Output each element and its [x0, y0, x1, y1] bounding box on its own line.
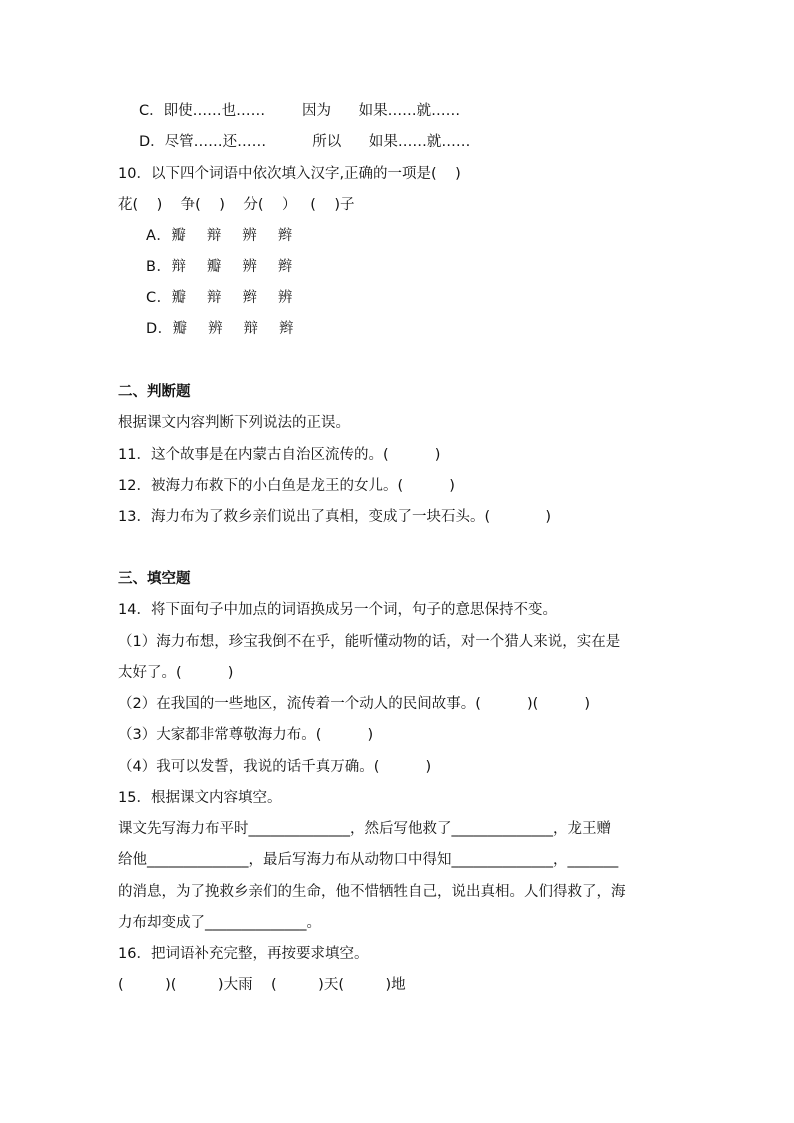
q16-line: ( )( )大雨 ( )天( )地 — [118, 977, 406, 993]
section3-title: 三、填空题 — [118, 571, 191, 587]
section2-title: 二、判断题 — [118, 384, 191, 400]
section2-instruction: 根据课文内容判断下列说法的正误。 — [118, 415, 350, 431]
q14-item-1-cont: 太好了。( ) — [118, 665, 234, 681]
q10-option-b: B．辩 瓣 辨 辫 — [146, 259, 293, 275]
q9-option-c: C．即使……也…… 因为 如果……就…… — [139, 103, 461, 119]
q15-line-3: 的消息，为了挽救乡亲们的生命，他不惜牺牲自己，说出真相。人们得救了，海 — [118, 884, 626, 900]
q10-prompt: 花( ) 争( ) 分( ） ( )子 — [118, 197, 355, 213]
q14-stem: 14．将下面句子中加点的词语换成另一个词，句子的意思保持不变。 — [118, 602, 557, 618]
q10-stem: 10．以下四个词语中依次填入汉字,正确的一项是( ) — [118, 166, 461, 182]
q10-option-d: D．瓣 辨 辩 辫 — [146, 321, 294, 337]
q12: 12．被海力布救下的小白鱼是龙王的女儿。( ) — [118, 478, 455, 494]
q14-item-4: （4）我可以发誓，我说的话千真万确。( ) — [118, 759, 432, 775]
q9-option-d: D．尽管……还…… 所以 如果……就…… — [139, 134, 471, 150]
q14-item-2: （2）在我国的一些地区，流传着一个动人的民间故事。( )( ) — [118, 696, 591, 712]
q15-stem: 15．根据课文内容填空。 — [118, 790, 282, 806]
q10-option-a: A．瓣 辩 辨 辫 — [146, 228, 293, 244]
q15-line-2: 给他______________，最后写海力布从动物口中得知______________，_______ — [118, 852, 619, 868]
q16-stem: 16．把词语补充完整，再按要求填空。 — [118, 946, 369, 962]
q10-option-c: C．瓣 辩 辫 辨 — [146, 290, 293, 306]
q15-line-4: 力布却变成了______________。 — [118, 915, 321, 931]
q14-item-3: （3）大家都非常尊敬海力布。( ) — [118, 727, 374, 743]
q14-item-1: （1）海力布想，珍宝我倒不在乎，能听懂动物的话，对一个猎人来说，实在是 — [118, 634, 621, 650]
q15-line-1: 课文先写海力布平时______________，然后写他救了______________，龙王赠 — [118, 821, 611, 837]
q11: 11．这个故事是在内蒙古自治区流传的。( ) — [118, 447, 441, 463]
q13: 13．海力布为了救乡亲们说出了真相，变成了一块石头。( ) — [118, 509, 552, 525]
